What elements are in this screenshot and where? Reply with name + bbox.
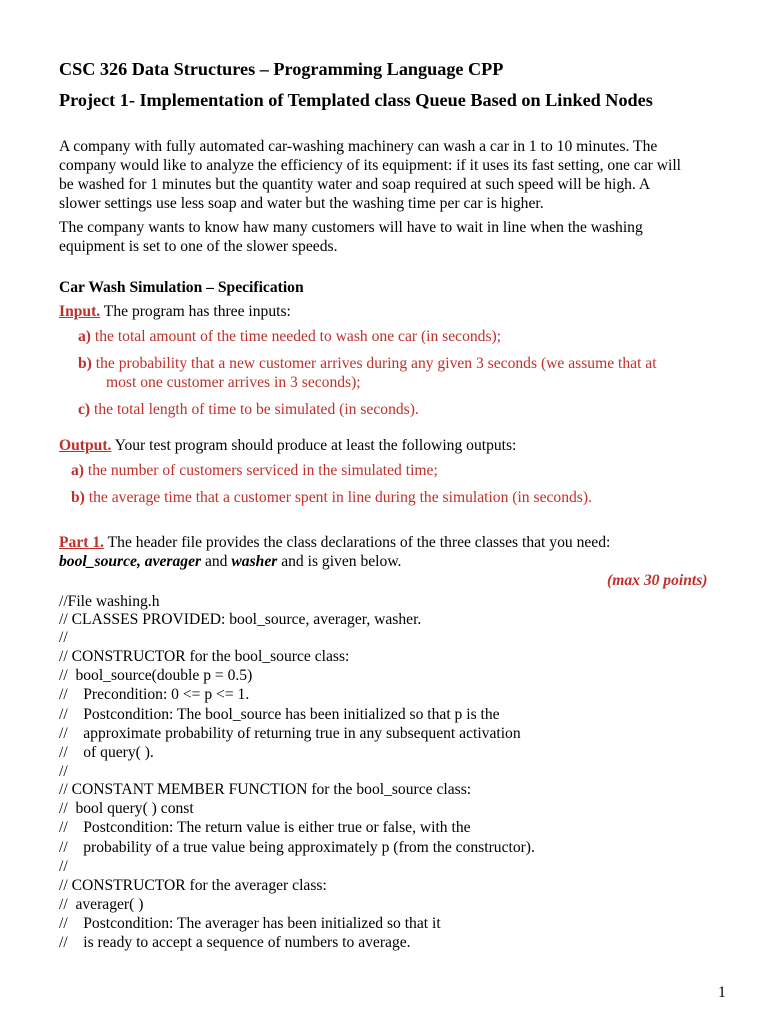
part1-intro: Part 1. The header file provides the class declarations of the three classes that you need: [59, 534, 611, 551]
part1-classes: bool_source, averager and washer and is given below. [59, 553, 402, 570]
input-item-c: c) the total length of time to be simulated (in seconds). [78, 401, 419, 418]
course-title: CSC 326 Data Structures – Programming Language CPP [59, 59, 504, 79]
code-line: // is ready to accept a sequence of numbers to average. [59, 934, 411, 951]
input-item-b-cont: most one customer arrives in 3 seconds); [106, 374, 361, 391]
intro-line: company would like to analyze the efficiency of its equipment: if it uses its fast setting, one car will [59, 157, 681, 174]
code-line: // of query( ). [59, 744, 154, 761]
input-text: The program has three inputs: [100, 303, 291, 320]
project-title: Project 1- Implementation of Templated class Queue Based on Linked Nodes [59, 90, 653, 110]
output-item-a: a) the number of customers serviced in the simulated time; [71, 462, 438, 479]
code-line: // Postcondition: The bool_source has been initialized so that p is the [59, 706, 500, 723]
output-intro [59, 436, 516, 455]
code-line: // bool_source(double p = 0.5) [59, 667, 253, 684]
output-text: Your test program should produce at least the following outputs: [111, 437, 517, 454]
code-line: // probability of a true value being approximately p (from the constructor). [59, 839, 535, 856]
code-line: // [59, 629, 68, 646]
max-points: (max 30 points) [607, 572, 708, 589]
code-line: // CONSTRUCTOR for the bool_source class: [59, 648, 350, 665]
input-item-b: b) the probability that a new customer arrives during any given 3 seconds (we assume that at [78, 355, 657, 372]
intro-line: slower settings use less soap and water but the washing time per car is higher. [59, 195, 544, 212]
page-number: 1 [718, 984, 726, 1001]
code-line: // Precondition: 0 <= p <= 1. [59, 686, 250, 703]
input-intro [59, 302, 291, 321]
intro-line: be washed for 1 minutes but the quantity water and soap required at such speed will be high. A [59, 176, 651, 193]
intro-line: The company wants to know haw many customers will have to wait in line when the washing [59, 219, 643, 236]
code-line: // CONSTRUCTOR for the averager class: [59, 877, 327, 894]
code-line: // CONSTANT MEMBER FUNCTION for the bool_source class: [59, 781, 472, 798]
code-line: // Postcondition: The return value is either true or false, with the [59, 819, 471, 836]
code-line: // Postcondition: The averager has been initialized so that it [59, 915, 441, 932]
spec-heading: Car Wash Simulation – Specification [59, 279, 304, 296]
intro-line: equipment is set to one of the slower speeds. [59, 238, 338, 255]
code-line: // [59, 763, 68, 780]
part1-label: Part 1. [59, 534, 105, 551]
output-item-b: b) the average time that a customer spent in line during the simulation (in seconds). [71, 489, 592, 506]
code-line: // [59, 858, 68, 875]
input-item-a: a) the total amount of the time needed to wash one car (in seconds); [78, 328, 502, 345]
intro-line: A company with fully automated car-washing machinery can wash a car in 1 to 10 minutes. The [59, 138, 658, 155]
input-label: Input. [59, 303, 101, 320]
code-line: // CLASSES PROVIDED: bool_source, averager, washer. [59, 611, 422, 628]
code-line: // bool query( ) const [59, 800, 194, 817]
code-line: //File washing.h [59, 593, 160, 610]
code-line: // approximate probability of returning true in any subsequent activation [59, 725, 521, 742]
output-label: Output. [59, 437, 112, 454]
code-line: // averager( ) [59, 896, 144, 913]
